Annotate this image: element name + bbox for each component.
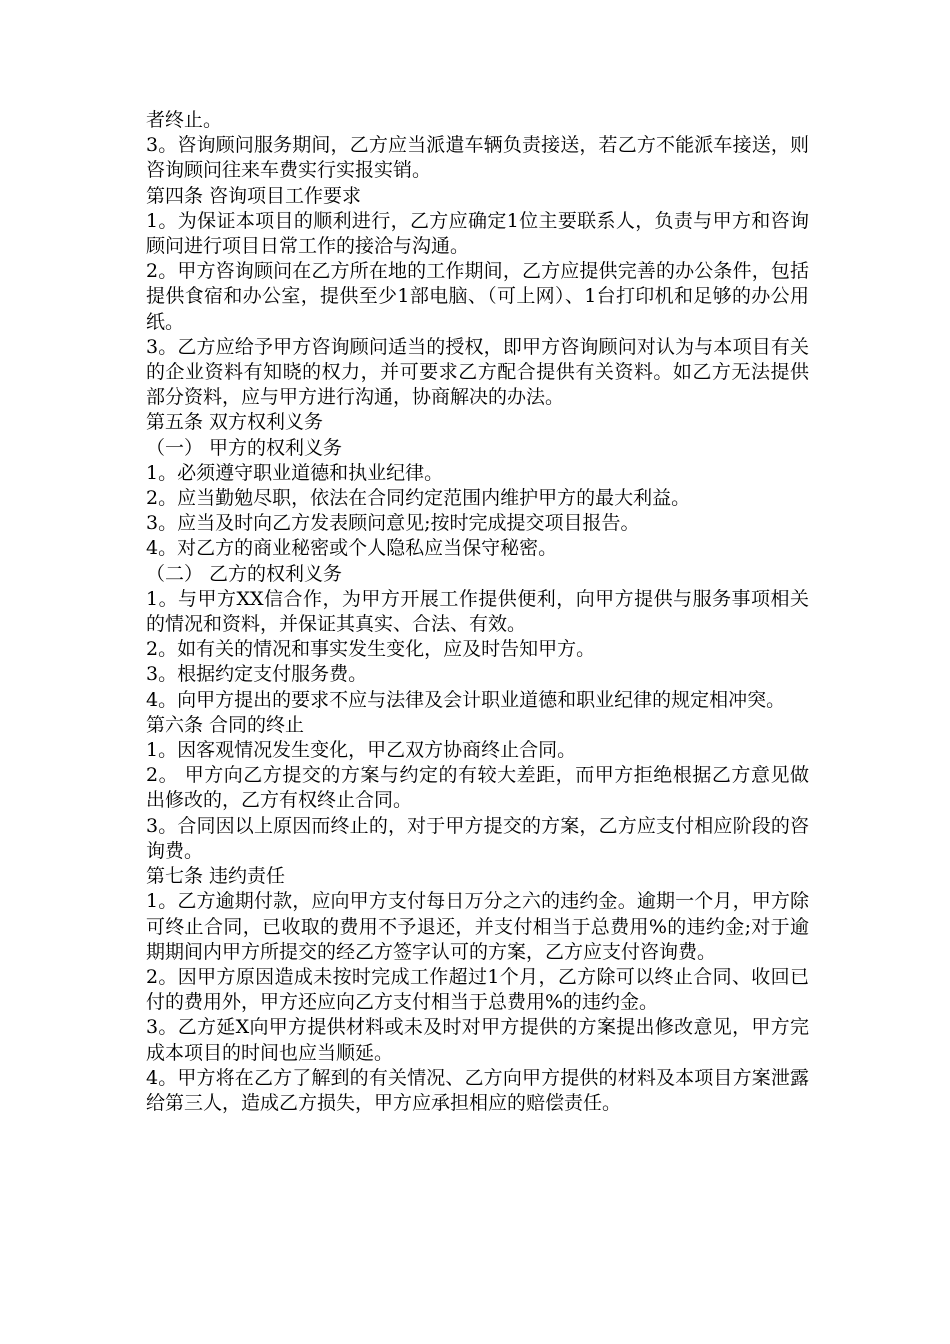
paragraph: 1。必须遵守职业道德和执业纪律。 bbox=[146, 461, 444, 484]
section-heading: 第六条 合同的终止 bbox=[146, 713, 305, 736]
paragraph: 4。甲方将在乙方了解到的有关情况、乙方向甲方提供的材料及本项目方案泄露给第三人，造成乙方损失，甲方应承担相应的赔偿责任。 bbox=[146, 1066, 809, 1114]
paragraph: 1。为保证本项目的顺利进行，乙方应确定1位主要联系人，负责与甲方和咨询顾问进行项目日常工作的接洽与沟通。 bbox=[146, 209, 809, 258]
subsection-heading: （二） 乙方的权利义务 bbox=[146, 562, 343, 585]
paragraph: 3。根据约定支付服务费。 bbox=[146, 663, 368, 686]
paragraph: 3。乙方延X向甲方提供材料或未及时对甲方提供的方案提出修改意见，甲方完成本项目的时间也应当顺延。 bbox=[146, 1016, 809, 1064]
paragraph: 3。应当及时向乙方发表顾问意见;按时完成提交项目报告。 bbox=[146, 512, 640, 535]
paragraph: 2。如有关的情况和事实发生变化，应及时告知甲方。 bbox=[146, 638, 596, 661]
paragraph: 2。 甲方向乙方提交的方案与约定的有较大差距，而甲方拒绝根据乙方意见做出修改的，乙方有权终止合同。 bbox=[146, 764, 809, 812]
paragraph: 者终止。 bbox=[146, 109, 223, 131]
paragraph: 1。与甲方XX信合作，为甲方开展工作提供便利，向甲方提供与服务事项相关的情况和资料，并保证其真实、合法、有效。 bbox=[146, 587, 809, 636]
paragraph: 4。向甲方提出的要求不应与法律及会计职业道德和职业纪律的规定相冲突。 bbox=[146, 688, 786, 711]
section-heading: 第七条 违约责任 bbox=[146, 865, 286, 888]
paragraph: 3。咨询顾问服务期间，乙方应当派遣车辆负责接送，若乙方不能派车接送，则咨询顾问往来车费实行实报实销。 bbox=[146, 134, 809, 182]
paragraph: 2。应当勤勉尽职，依法在合同约定范围内维护甲方的最大利益。 bbox=[146, 487, 691, 510]
section-heading: 第四条 咨询项目工作要求 bbox=[146, 184, 362, 207]
subsection-heading: （一） 甲方的权利义务 bbox=[146, 436, 343, 459]
document-body bbox=[146, 108, 809, 1116]
paragraph: 2。甲方咨询顾问在乙方所在地的工作期间，乙方应提供完善的办公条件，包括提供食宿和办公室，提供至少1部电脑、（可上网）、1台打印机和足够的办公用纸。 bbox=[146, 260, 809, 333]
paragraph: 3。乙方应给予甲方咨询顾问适当的授权，即甲方咨询顾问对认为与本项目有关的企业资料有知晓的权力，并可要求乙方配合提供有关资料。如乙方无法提供部分资料，应与甲方进行沟通，协商解决的办法。 bbox=[146, 335, 809, 409]
paragraph: 1。乙方逾期付款，应向甲方支付每日万分之六的违约金。逾期一个月，甲方除可终止合同，已收取的费用不予退还，并支付相当于总费用%的违约金;对于逾期期间内甲方所提交的经乙方签字认可的方案，乙方应支付咨询费。 bbox=[146, 890, 809, 963]
paragraph: 2。因甲方原因造成未按时完成工作超过1个月，乙方除可以终止合同、收回已付的费用外，甲方还应向乙方支付相当于总费用%的违约金。 bbox=[146, 965, 809, 1014]
section-heading: 第五条 双方权利义务 bbox=[146, 411, 324, 434]
paragraph: 4。对乙方的商业秘密或个人隐私应当保守秘密。 bbox=[146, 537, 558, 560]
paragraph: 3。合同因以上原因而终止的，对于甲方提交的方案，乙方应支付相应阶段的咨询费。 bbox=[146, 814, 809, 862]
paragraph: 1。因客观情况发生变化，甲乙双方协商终止合同。 bbox=[146, 739, 577, 762]
